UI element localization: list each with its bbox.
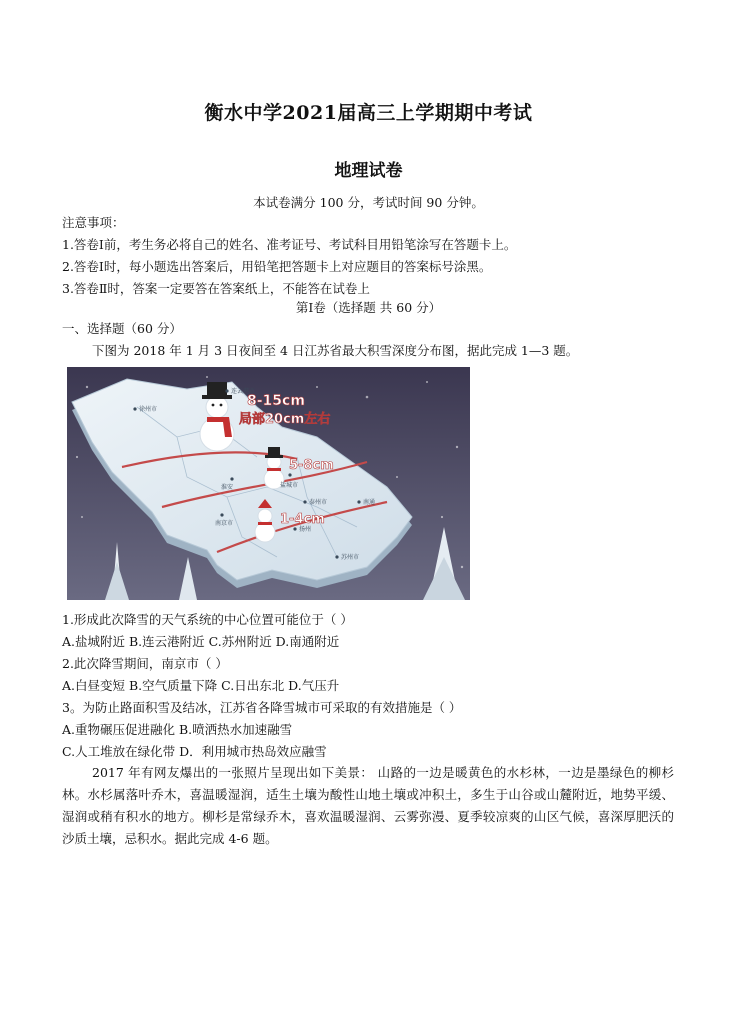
question-1-options: A.盐城附近 B.连云港附近 C.苏州附近 D.南通附近 — [62, 634, 340, 649]
exam-title: 衡水中学2021届高三上学期期中考试 — [204, 102, 533, 124]
city-label: 盐城市 — [280, 482, 299, 489]
exam-info: 本试卷满分 100 分，考试时间 90 分钟。 — [253, 195, 484, 210]
city-label: 南通 — [363, 499, 376, 506]
question-2-options: A.白昼变短 B.空气质量下降 C.日出东北 D.气压升 — [62, 678, 340, 693]
passage-4-6: 2017 年有网友爆出的一张照片呈现出如下美景： 山路的一边是暖黄色的水杉林，一边是墨绿色的柳杉林。水杉属落叶乔木，喜温暖湿润，适生土壤为酸性山地土壤或冲积土，多生于山谷或山麓附近，地势平缓、湿润或稍有积水的地方。柳杉是常绿乔木，喜欢温暖湿润、云雾弥漫、夏季较凉爽的山区气候，喜深厚肥沃的沙质土壤，忌积水。据此完成 4-6 题。 — [62, 765, 674, 846]
snow-depth-map-image — [67, 367, 470, 600]
question-3-stem: 3。为防止路面积雪及结冰，江苏省各降雪城市可采取的有效措施是（ ） — [62, 700, 462, 715]
city-label: 扬州 — [299, 526, 312, 533]
note-item: 1.答卷Ⅰ前，考生务必将自己的姓名、准考证号、考试科目用铅笔涂写在答题卡上。 — [62, 237, 517, 252]
city-label: 徐州市 — [139, 406, 158, 413]
city-label: 苏州市 — [341, 554, 360, 561]
question-2-stem: 2.此次降雪期间，南京市（ ） — [62, 656, 228, 671]
snow-depth-map — [67, 367, 470, 600]
zone-label-1-4cm: 1-4cm — [280, 512, 325, 527]
question-intro: 下图为 2018 年 1 月 3 日夜间至 4 日江苏省最大积雪深度分布图，据此完成 1—3 题。 — [92, 343, 579, 358]
zone-label-local-20cm: 局部20cm左右 — [239, 412, 331, 427]
note-item: 2.答卷Ⅰ时，每小题选出答案后，用铅笔把答题卡上对应题目的答案标号涂黑。 — [62, 259, 492, 274]
notes-header: 注意事项： — [62, 215, 125, 230]
note-item: 3.答卷Ⅱ时，答案一定要答在答案纸上，不能答在试卷上 — [62, 281, 370, 296]
section-title: 一、选择题（60 分） — [62, 321, 182, 336]
city-label: 连云港市 — [231, 388, 256, 395]
question-3-options-ab: A.重物碾压促进融化 B.喷洒热水加速融雪 — [62, 722, 293, 737]
exam-subtitle: 地理试卷 — [334, 161, 403, 181]
city-label: 泰州市 — [309, 499, 328, 506]
city-label: 南京市 — [215, 520, 234, 527]
zone-label-8-15cm: 8-15cm — [247, 393, 305, 409]
part-title: 第Ⅰ卷（选择题 共 60 分） — [295, 300, 442, 315]
question-3-options-cd: C.人工堆放在绿化带 D．利用城市热岛效应融雪 — [62, 744, 327, 759]
question-1-stem: 1.形成此次降雪的天气系统的中心位置可能位于（ ） — [62, 612, 353, 627]
city-label: 淮安 — [221, 484, 234, 491]
zone-label-5-8cm: 5-8cm — [289, 458, 334, 473]
